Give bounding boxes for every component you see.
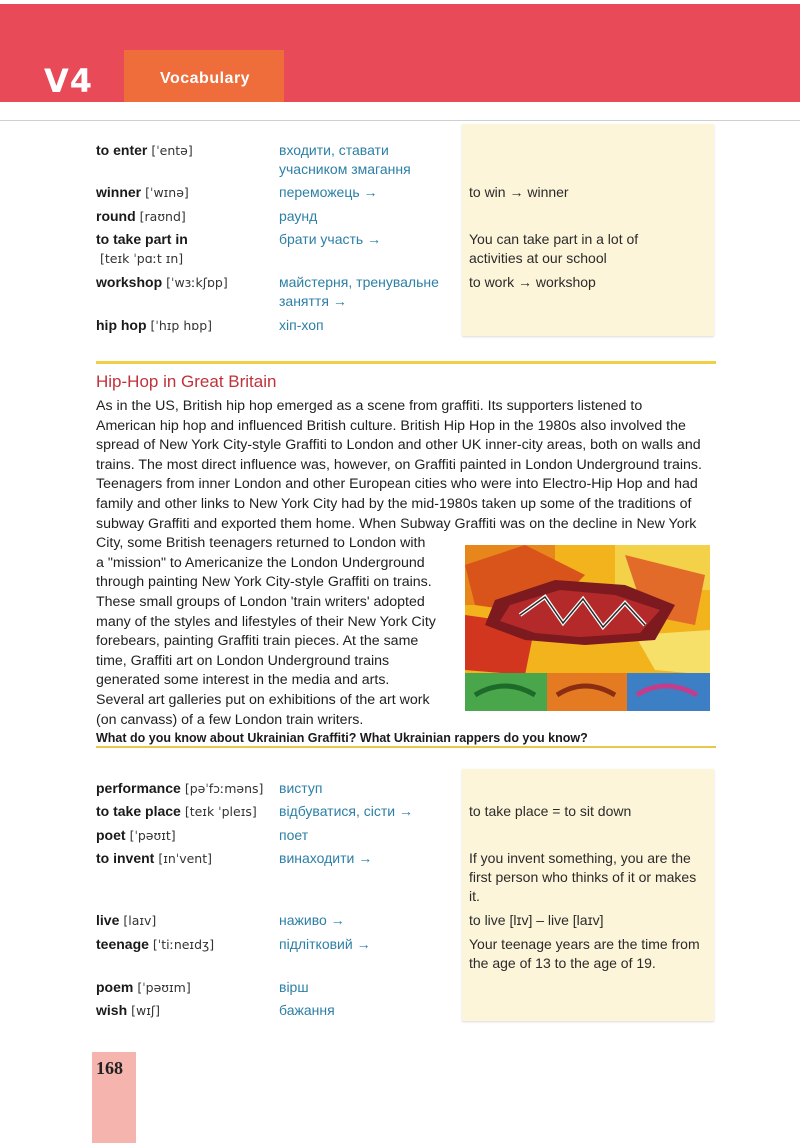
- text-line: These small groups of London 'train writers' adopted: [96, 593, 425, 610]
- vocab-translation: брати участь →: [279, 231, 382, 247]
- vocab-word: to take part in: [96, 231, 188, 247]
- text-line: City, some British teenagers returned to London with: [96, 535, 426, 552]
- vocab-note: Your teenage years are the time from the age of 13 to the age of 19.: [469, 936, 700, 971]
- vocab-transcription: [ˈhɪp hɒp]: [150, 318, 213, 333]
- vocab-translation: наживо →: [279, 912, 345, 928]
- vocab-translation: винаходити →: [279, 850, 373, 866]
- text-line: spread of New York City-style Graffiti to London and other UK inner-city areas, both on walls and: [96, 437, 701, 454]
- vocab-note: to take place = to sit down: [469, 803, 632, 819]
- discussion-question: What do you know about Ukrainian Graffiti? What Ukrainian rappers do you know?: [96, 731, 588, 745]
- reading-title: Hip-Hop in Great Britain: [96, 372, 277, 391]
- graffiti-image: [465, 545, 710, 711]
- vocab-transcription: [teɪk ˈpleɪs]: [184, 804, 257, 819]
- vocab-transcription: [laɪv]: [123, 913, 157, 928]
- vocab-note: If you invent something, you are the first person who thinks of it or makes it.: [469, 850, 697, 904]
- vocab-note: to work → workshop: [469, 274, 596, 290]
- vocab-translation: поет: [279, 827, 309, 843]
- text-line: Teenagers from inner London and other European cities who were into Electro-Hip Hop and had: [96, 476, 698, 493]
- vocab-transcription: [ˈwɜːkʃɒp]: [166, 275, 228, 290]
- vocab-word: workshop: [96, 274, 163, 290]
- text-line: As in the US, British hip hop emerged as a scene from graffiti. Its supporters listened to: [96, 398, 643, 414]
- vocab-transcription: [ˈwɪnə]: [145, 185, 189, 200]
- vocab-word: winner: [96, 184, 142, 200]
- vocab-translation: майстерня, тренувальне заняття →: [279, 274, 439, 309]
- vocab-word: poem: [96, 979, 134, 995]
- text-line: Several art galleries put on exhibitions of the art work: [96, 691, 430, 708]
- vocab-translation: вірш: [279, 979, 309, 995]
- vocab-translation: входити, ставати учасником змагання: [279, 142, 411, 177]
- vocab-translation: підлітковий →: [279, 936, 371, 952]
- vocab-transcription: [raʊnd]: [139, 209, 186, 224]
- vocab-translation: хіп-хоп: [279, 317, 324, 333]
- vocab-word: to enter: [96, 142, 148, 158]
- vocab-transcription: [ˈentə]: [151, 143, 193, 158]
- vocab-translation: виступ: [279, 780, 323, 796]
- vocab-word: to invent: [96, 850, 155, 866]
- text-line: family and other links to New York City had by the mid-1980s taken up some of the traditions of: [96, 495, 692, 512]
- vocab-word: teenage: [96, 936, 149, 952]
- page-number: 168: [96, 1058, 123, 1078]
- vocab-word: poet: [96, 827, 126, 843]
- vocab-note: to win → winner: [469, 184, 569, 200]
- vocab-transcription: [ˈpəʊɪm]: [137, 980, 191, 995]
- text-line: American hip hop and influenced British culture. British Hip Hop in the 1980s also involved the: [96, 417, 686, 434]
- unit-code: V4: [44, 62, 94, 100]
- vocab-transcription: [ˈtiːneɪdʒ]: [152, 937, 215, 952]
- vocab-transcription: [ɪnˈvent]: [158, 851, 213, 866]
- text-line: subway Graffiti and exported them home. When Subway Graffiti was on the decline in New York: [96, 515, 697, 532]
- header-rule: [0, 120, 800, 121]
- text-line: generated some interest in the media and arts.: [96, 672, 390, 689]
- vocab-word: to take place: [96, 803, 181, 819]
- text-line: (on canvass) of a few London train writers.: [96, 711, 364, 728]
- text-line: trains. The most direct influence was, however, on Graffiti painted in London Underground trains.: [96, 456, 702, 473]
- vocab-transcription: [ˈpəʊɪt]: [129, 828, 176, 843]
- section-title-vocabulary: Vocabulary: [160, 70, 251, 87]
- vocab-translation: раунд: [279, 208, 318, 224]
- vocab-word: hip hop: [96, 317, 147, 333]
- vocab-transcription: [pəˈfɔːməns]: [184, 781, 264, 796]
- vocab-word: live: [96, 912, 120, 928]
- divider-question: [96, 746, 716, 748]
- text-line: through painting New York City-style Graffiti on trains.: [96, 574, 432, 591]
- vocab-transcription: [wɪʃ]: [131, 1003, 160, 1018]
- vocab-word: wish: [96, 1002, 128, 1018]
- text-line: time, Graffiti art on London Underground trains: [96, 652, 390, 669]
- divider-top: [96, 361, 716, 364]
- text-line: many of the styles and lifestyles of their New York City: [96, 613, 436, 630]
- vocab-transcription: [teɪk ˈpɑːt ɪn]: [100, 251, 184, 266]
- vocab-translation: бажання: [279, 1002, 335, 1018]
- text-line: forebears, painting Graffiti train pieces. At the same: [96, 633, 419, 650]
- vocab-word: performance: [96, 780, 181, 796]
- vocab-note: to live [lɪv] – live [laɪv]: [469, 912, 604, 928]
- text-line: a "mission" to Americanize the London Underground: [96, 554, 425, 571]
- header-bar: [0, 4, 800, 102]
- vocab-note: You can take part in a lot of activities at our school: [469, 231, 639, 266]
- vocab-translation: відбуватися, сісти →: [279, 803, 414, 819]
- vocab-word: round: [96, 208, 136, 224]
- vocab-translation: переможець →: [279, 184, 378, 200]
